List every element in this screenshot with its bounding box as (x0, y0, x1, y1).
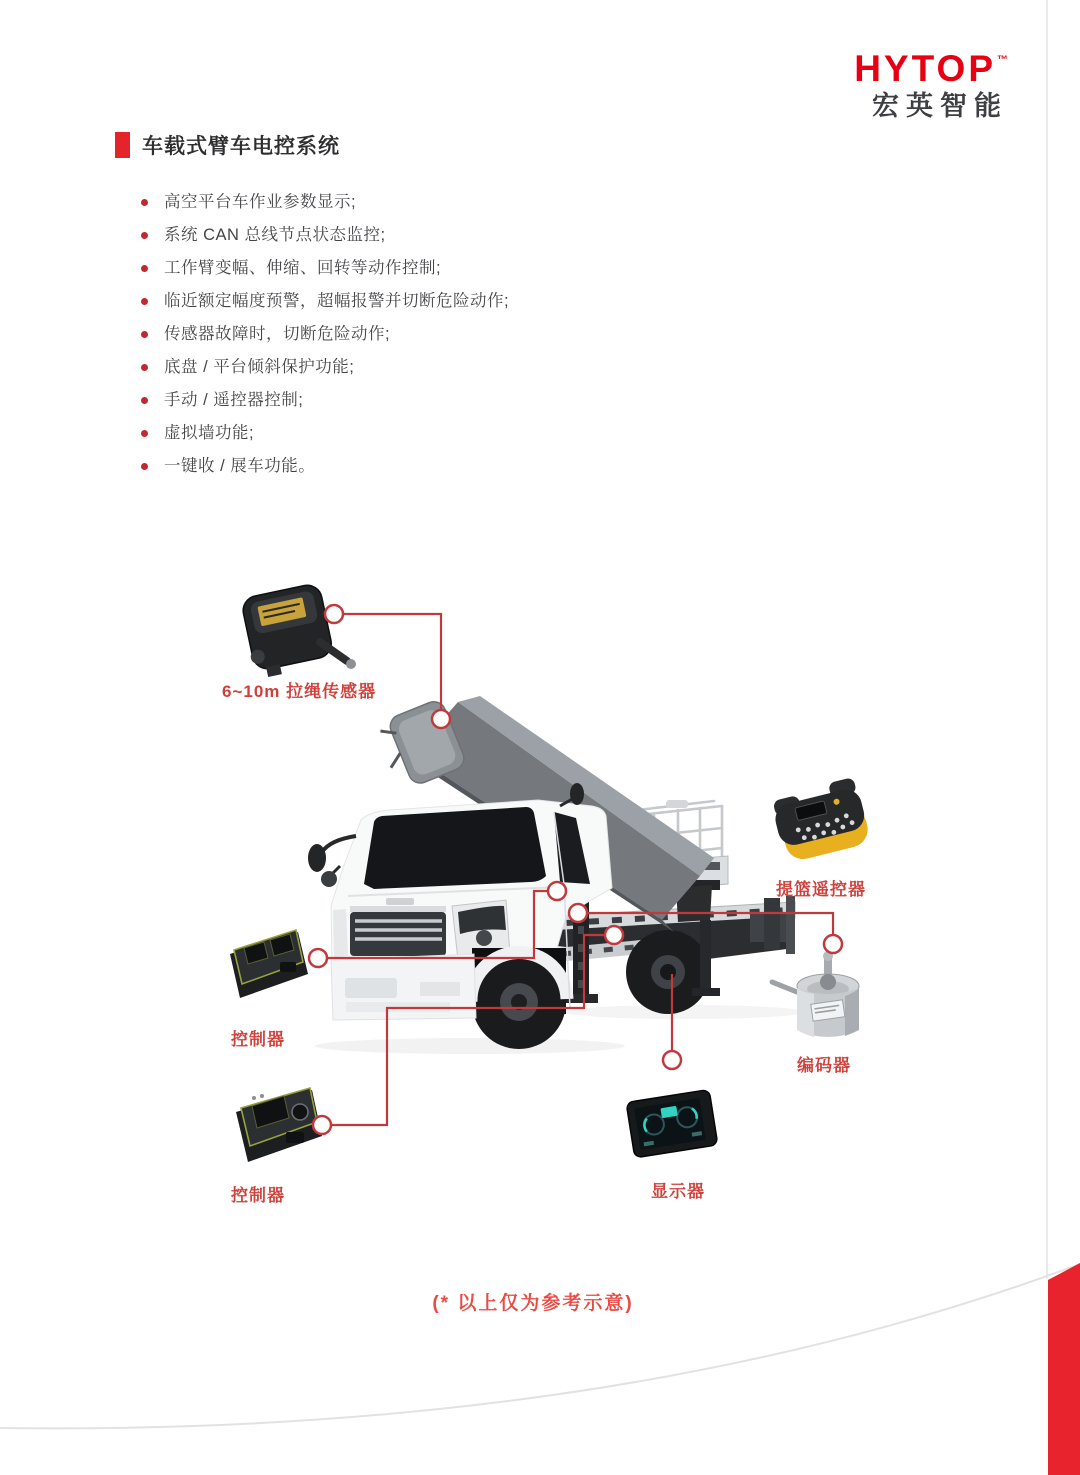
label-display: 显示器 (651, 1182, 705, 1201)
feature-text: 一键收 / 展车功能。 (164, 457, 316, 475)
connector-ring-flatbed (605, 926, 623, 944)
controller-image-bottom (236, 1088, 322, 1162)
connector-ring-controller-top (309, 949, 327, 967)
feature-text: 系统 CAN 总线节点状态监控; (164, 226, 386, 244)
label-controller-top: 控制器 (231, 1030, 285, 1049)
feature-item (141, 357, 509, 377)
rear-wheel (626, 930, 710, 1014)
reference-note: (* 以上仅为参考示意) (432, 1293, 634, 1314)
logo-wordmark (854, 50, 1008, 87)
truck-shadow (315, 1038, 625, 1054)
feature-text: 虚拟墙功能; (164, 424, 255, 442)
label-basket-remote: 提篮遥控器 (776, 880, 866, 899)
controller-image-top (230, 930, 308, 998)
feature-item (141, 258, 509, 278)
label-encoder: 编码器 (797, 1056, 851, 1075)
feature-item (141, 390, 509, 410)
label-controller-bottom: 控制器 (231, 1186, 285, 1205)
rope-sensor-image (238, 582, 335, 679)
brand-logo (854, 50, 1008, 120)
page-title: 车载式臂车电控系统 (142, 135, 340, 158)
feature-text: 工作臂变幅、伸缩、回转等动作控制; (164, 259, 442, 277)
feature-item (141, 324, 509, 344)
feature-text: 底盘 / 平台倾斜保护功能; (164, 358, 355, 376)
display-image (626, 1089, 718, 1157)
connector-ring-display (663, 1051, 681, 1069)
logo-subtext: 宏英智能 (872, 91, 1008, 121)
feature-text: 传感器故障时，切断危险动作; (164, 325, 391, 343)
truck-illustration (308, 696, 795, 1049)
title-marker (115, 132, 130, 158)
connector-ring-controller-bottom (313, 1116, 331, 1134)
remote-control-image (770, 777, 872, 864)
label-rope-sensor: 6~10m 拉绳传感器 (222, 682, 377, 701)
feature-item (141, 456, 509, 476)
connector-ring-boom-base (548, 882, 566, 900)
feature-item (141, 291, 509, 311)
feature-item (141, 192, 509, 212)
feature-text: 手动 / 遥控器控制; (164, 391, 304, 409)
bullet-icon (141, 331, 148, 338)
feature-item (141, 423, 509, 443)
connector-ring-boom (432, 710, 450, 728)
bullet-icon (141, 232, 148, 239)
bullet-icon (141, 430, 148, 437)
feature-text: 临近额定幅度预警，超幅报警并切断危险动作; (164, 292, 510, 310)
feature-text: 高空平台车作业参数显示; (164, 193, 357, 211)
bullet-icon (141, 364, 148, 371)
feature-item (141, 225, 509, 245)
bullet-icon (141, 463, 148, 470)
bullet-icon (141, 397, 148, 404)
bullet-icon (141, 298, 148, 305)
connector-ring-rope-sensor (325, 605, 343, 623)
connector-ring-encoder (824, 935, 842, 953)
bullet-icon (141, 199, 148, 206)
feature-list (141, 192, 509, 489)
section-header (115, 130, 340, 160)
bullet-icon (141, 265, 148, 272)
logo-text: HYTOP (854, 48, 996, 89)
trademark-symbol: ™ (997, 54, 1008, 66)
encoder-image (772, 951, 859, 1037)
corner-ribbon (1048, 1263, 1080, 1475)
connector-ring-turret (569, 904, 587, 922)
rope-sensor-cable-tip (346, 659, 356, 669)
